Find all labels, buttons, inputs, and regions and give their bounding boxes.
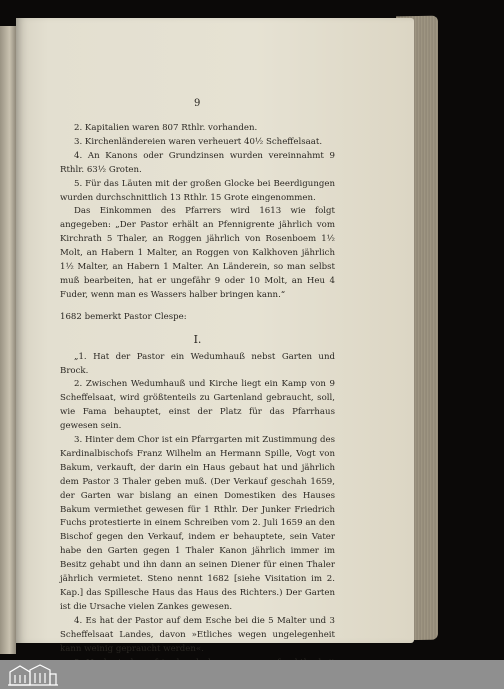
section-item-4: 4. Es hat der Pastor auf dem Esche bei die 5 Malter und 3 Scheffelsaat Landes, davon »Etliches wegen ungelegenheit kann weinig gepraucht werden«. xyxy=(60,615,335,654)
section-roman-numeral: I. xyxy=(193,332,202,346)
book-page xyxy=(16,18,414,654)
section-item-3: 3. Hinter dem Chor ist ein Pfarrgarten mit Zustimmung des Kardinalbischofs Franz Wilhelm an Hermann Spille, Vogt von Bakum, verkauft, der darin ein Haus gebaut hat und jährlich dem Pastor 3 Thaler geben muß. (Der Verkauf geschah 1659, der Garten war bislang an einen Domestiken des Hauses Bakum vermiethet gewesen für 1 Rthlr. Der Junker Friedrich Fuchs protestierte in einem Schreiben vom 2. Juli 1659 an den Bischof gegen den Verkauf, indem er behauptete, sein Vater habe den Garten gegen 1 Thaler Kanon jährlich immer im Besitz gehabt und ihn dann an seinen Diener für einen Thaler jährlich vermietet. Steno nennt 1682 [siehe Visitation im 2. Kap.] das Spillesche Haus das Haus des Richters.) Der Garten ist die Ursache vielen Zankes gewesen. xyxy=(60,435,335,612)
footer-bar xyxy=(0,660,504,689)
heading-1682: 1682 bemerkt Pastor Clespe: xyxy=(60,311,187,322)
paragraph-kapitalien: 2. Kapitalien waren 807 Rthlr. vorhanden. xyxy=(74,123,258,133)
paragraph-kirchenlaendereien: 3. Kirchenländereien waren verheuert 40½ Scheffelsaat. xyxy=(74,136,323,147)
paragraph-laeuten: 5. Für das Läuten mit der großen Glocke bei Beerdigungen wurden durchschnittlich 13 Rthlr. 15 Grote eingenommen. xyxy=(60,178,335,203)
page-number: 9 xyxy=(194,98,201,109)
paragraph-kanons: 4. An Kanons oder Grundzinsen wurden vereinnahmt 9 Rthlr. 63½ Groten. xyxy=(60,150,335,175)
library-building-logo xyxy=(6,662,60,688)
page-text xyxy=(60,122,335,684)
section-item-1: „1. Hat der Pastor ein Wedumhauß nebst Garten und Brock. xyxy=(60,351,335,376)
paragraph-einkommen: Das Einkommen des Pfarrers wird 1613 wie folgt angegeben: „Der Pastor erhält an Pfennigrente jährlich vom Kirchrath 5 Thaler, an Roggen jährlich von Rosenboem 1½ Molt, an Habern 1 Malter, an Roggen von Kalkhoven jährlich 1½ Malter, an Habern 1 Malter. An Länderein, so man selbst muß bearbeiten, hat er ungefähr 9 oder 10 Molt, an Heu 4 Fuder, wenn man es Wassers halber bringen kann.“ xyxy=(60,206,335,300)
section-item-2: 2. Zwischen Wedumhauß und Kirche liegt ein Kamp von 9 Scheffelsaat, wird größtenteils zu Gartenland gebraucht, soll, wie Fama behauptet, einst der Platz für das Pfarrhaus gewesen sein. xyxy=(60,379,335,432)
facing-page-edge xyxy=(0,26,16,654)
